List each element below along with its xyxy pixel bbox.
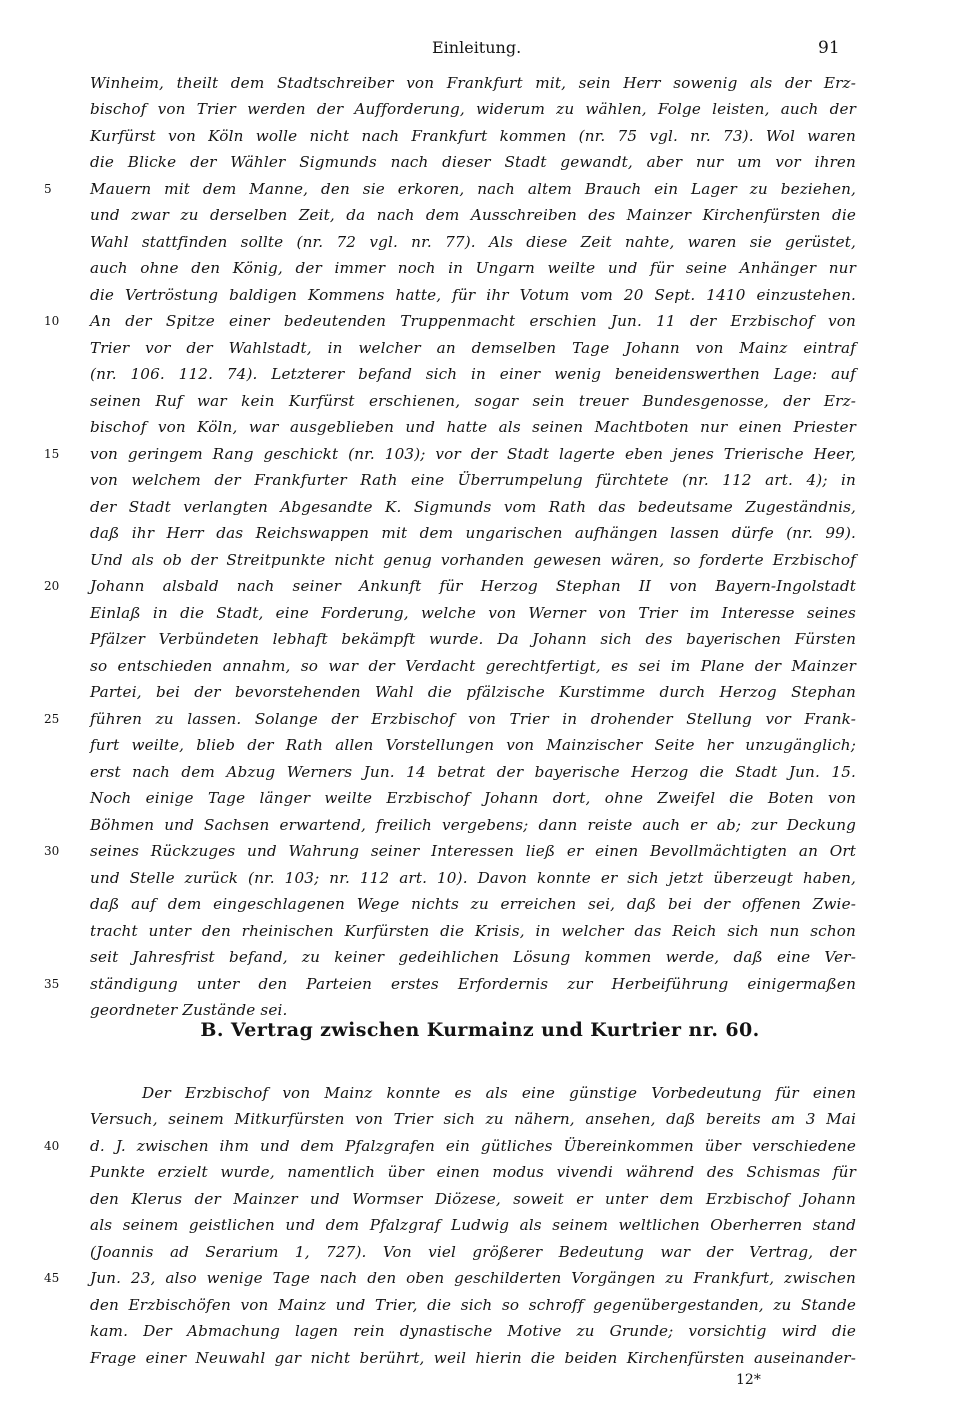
text-line: bischof von Köln, war ausgeblieben und hatte als seinen Machtboten nur einen Priester — [90, 418, 856, 436]
text-line: den Erzbischöfen von Mainz und Trier, die sich so schroff gegenübergestanden, zu Stande — [90, 1296, 856, 1314]
text-line: Punkte erzielt wurde, namentlich über einen modus vivendi während des Schismas für — [90, 1163, 856, 1181]
text-line: Partei, bei der bevorstehenden Wahl die pfälzische Kurstimme durch Herzog Stephan — [90, 683, 856, 701]
text-line: An der Spitze einer bedeutenden Truppenmacht erschien Jun. 11 der Erzbischof von — [90, 312, 856, 330]
text-line: kam. Der Abmachung lagen rein dynastische Motive zu Grunde; vorsichtig wird die — [90, 1322, 856, 1340]
text-line: furt weilte, blieb der Rath allen Vorstellungen von Mainzischer Seite her unzugänglich; — [90, 736, 856, 754]
line-number: 30 — [44, 844, 60, 858]
text-line: seit Jahresfrist befand, zu keiner gedeihlichen Lösung kommen werde, daß eine Ver- — [90, 948, 856, 966]
text-line: die Vertröstung baldigen Kommens hatte, für ihr Votum vom 20 Sept. 1410 einzustehen. — [90, 286, 856, 304]
line-number: 20 — [44, 579, 60, 593]
page-number: 91 — [818, 38, 840, 58]
page-header — [0, 38, 960, 62]
line-number: 5 — [44, 182, 52, 196]
text-line: Pfälzer Verbündeten lebhaft bekämpft wurde. Da Johann sich des bayerischen Fürsten — [90, 630, 856, 648]
text-line: Trier vor der Wahlstadt, in welcher an demselben Tage Johann von Mainz eintraf — [90, 339, 856, 357]
line-number: 45 — [44, 1271, 60, 1285]
text-line: die Blicke der Wähler Sigmunds nach dieser Stadt gewandt, aber nur um vor ihren — [90, 153, 856, 171]
line-number: 40 — [44, 1139, 60, 1153]
text-line: als seinem geistlichen und dem Pfalzgraf Ludwig als seinem weltlichen Oberherren stand — [90, 1216, 856, 1234]
text-line: seines Rückzuges und Wahrung seiner Interessen ließ er einen Bevollmächtigten an Ort — [90, 842, 856, 860]
text-line: seinen Ruf war kein Kurfürst erschienen, sogar sein treuer Bundesgenosse, der Erz- — [90, 392, 856, 410]
line-number: 35 — [44, 977, 60, 991]
text-line: so entschieden annahm, so war der Verdacht gerechtfertigt, es sei im Plane der Mainzer — [90, 657, 856, 675]
text-line: Versuch, seinem Mitkurfürsten von Trier sich zu nähern, ansehen, daß bereits am 3 Mai — [90, 1110, 856, 1128]
text-line: d. J. zwischen ihm und dem Pfalzgrafen ein gütliches Übereinkommen über verschiedene — [90, 1137, 856, 1155]
text-line: und zwar zu derselben Zeit, da nach dem Ausschreiben des Mainzer Kirchenfürsten die — [90, 206, 856, 224]
text-line: geordneter Zustände sei. — [90, 1001, 288, 1019]
section-heading: B. Vertrag zwischen Kurmainz und Kurtrier nr. 60. — [200, 1019, 760, 1041]
text-line: Der Erzbischof von Mainz konnte es als eine günstige Vorbedeutung für einen — [142, 1084, 856, 1102]
running-title: Einleitung. — [432, 38, 522, 57]
text-line: Und als ob der Streitpunkte nicht genug vorhanden gewesen wären, so forderte Erzbischof — [90, 551, 856, 569]
line-number: 15 — [44, 447, 60, 461]
text-line: Frage einer Neuwahl gar nicht berührt, weil hierin die beiden Kirchenfürsten auseinander- — [90, 1349, 856, 1367]
text-line: Jun. 23, also wenige Tage nach den oben geschilderten Vorgängen zu Frankfurt, zwischen — [90, 1269, 856, 1287]
text-line: ständigung unter den Parteien erstes Erfordernis zur Herbeiführung einigermaßen — [90, 975, 856, 993]
text-line: Winheim, theilt dem Stadtschreiber von Frankfurt mit, sein Herr sowenig als der Erz- — [90, 74, 856, 92]
text-line: erst nach dem Abzug Werners Jun. 14 betrat der bayerische Herzog die Stadt Jun. 15. — [90, 763, 856, 781]
text-line: Mauern mit dem Manne, den sie erkoren, nach altem Brauch ein Lager zu beziehen, — [90, 180, 856, 198]
text-line: daß auf dem eingeschlagenen Wege nichts zu erreichen sei, daß bei der offenen Zwie- — [90, 895, 856, 913]
line-number: 10 — [44, 314, 60, 328]
signature-mark: 12* — [736, 1372, 761, 1388]
text-line: daß ihr Herr das Reichswappen mit dem ungarischen aufhängen lassen dürfe (nr. 99). — [90, 524, 856, 542]
text-line: Noch einige Tage länger weilte Erzbischof Johann dort, ohne Zweifel die Boten von — [90, 789, 856, 807]
text-line: Einlaß in die Stadt, eine Forderung, welche von Werner von Trier im Interesse seines — [90, 604, 856, 622]
text-line: auch ohne den König, der immer noch in Ungarn weilte und für seine Anhänger nur — [90, 259, 856, 277]
text-line: der Stadt verlangten Abgesandte K. Sigmunds vom Rath das bedeutsame Zugeständnis, — [90, 498, 856, 516]
text-line: tracht unter den rheinischen Kurfürsten die Krisis, in welcher das Reich sich nun schon — [90, 922, 856, 940]
text-line: Böhmen und Sachsen erwartend, freilich vergebens; dann reiste auch er ab; zur Deckung — [90, 816, 856, 834]
text-line: Kurfürst von Köln wolle nicht nach Frankfurt kommen (nr. 75 vgl. nr. 73). Wol waren — [90, 127, 856, 145]
text-line: von welchem der Frankfurter Rath eine Überrumpelung fürchtete (nr. 112 art. 4); in — [90, 471, 856, 489]
line-number: 25 — [44, 712, 60, 726]
text-line: führen zu lassen. Solange der Erzbischof von Trier in drohender Stellung vor Frank- — [90, 710, 856, 728]
text-line: bischof von Trier werden der Aufforderung, widerum zu wählen, Folge leisten, auch der — [90, 100, 856, 118]
text-line: von geringem Rang geschickt (nr. 103); vor der Stadt lagerte eben jenes Trierische Heer, — [90, 445, 856, 463]
text-line: (Joannis ad Serarium 1, 727). Von viel größerer Bedeutung war der Vertrag, der — [90, 1243, 856, 1261]
text-line: und Stelle zurück (nr. 103; nr. 112 art. 10). Davon konnte er sich jetzt überzeugt haben, — [90, 869, 856, 887]
text-line: Wahl stattfinden sollte (nr. 72 vgl. nr. 77). Als diese Zeit nahte, waren sie gerüstet, — [90, 233, 856, 251]
text-line: Johann alsbald nach seiner Ankunft für Herzog Stephan II von Bayern-Ingolstadt — [90, 577, 856, 595]
text-line: den Klerus der Mainzer und Wormser Diözese, soweit er unter dem Erzbischof Johann — [90, 1190, 856, 1208]
text-line: (nr. 106. 112. 74). Letzterer befand sich in einer wenig beneidenswerthen Lage: auf — [90, 365, 856, 383]
